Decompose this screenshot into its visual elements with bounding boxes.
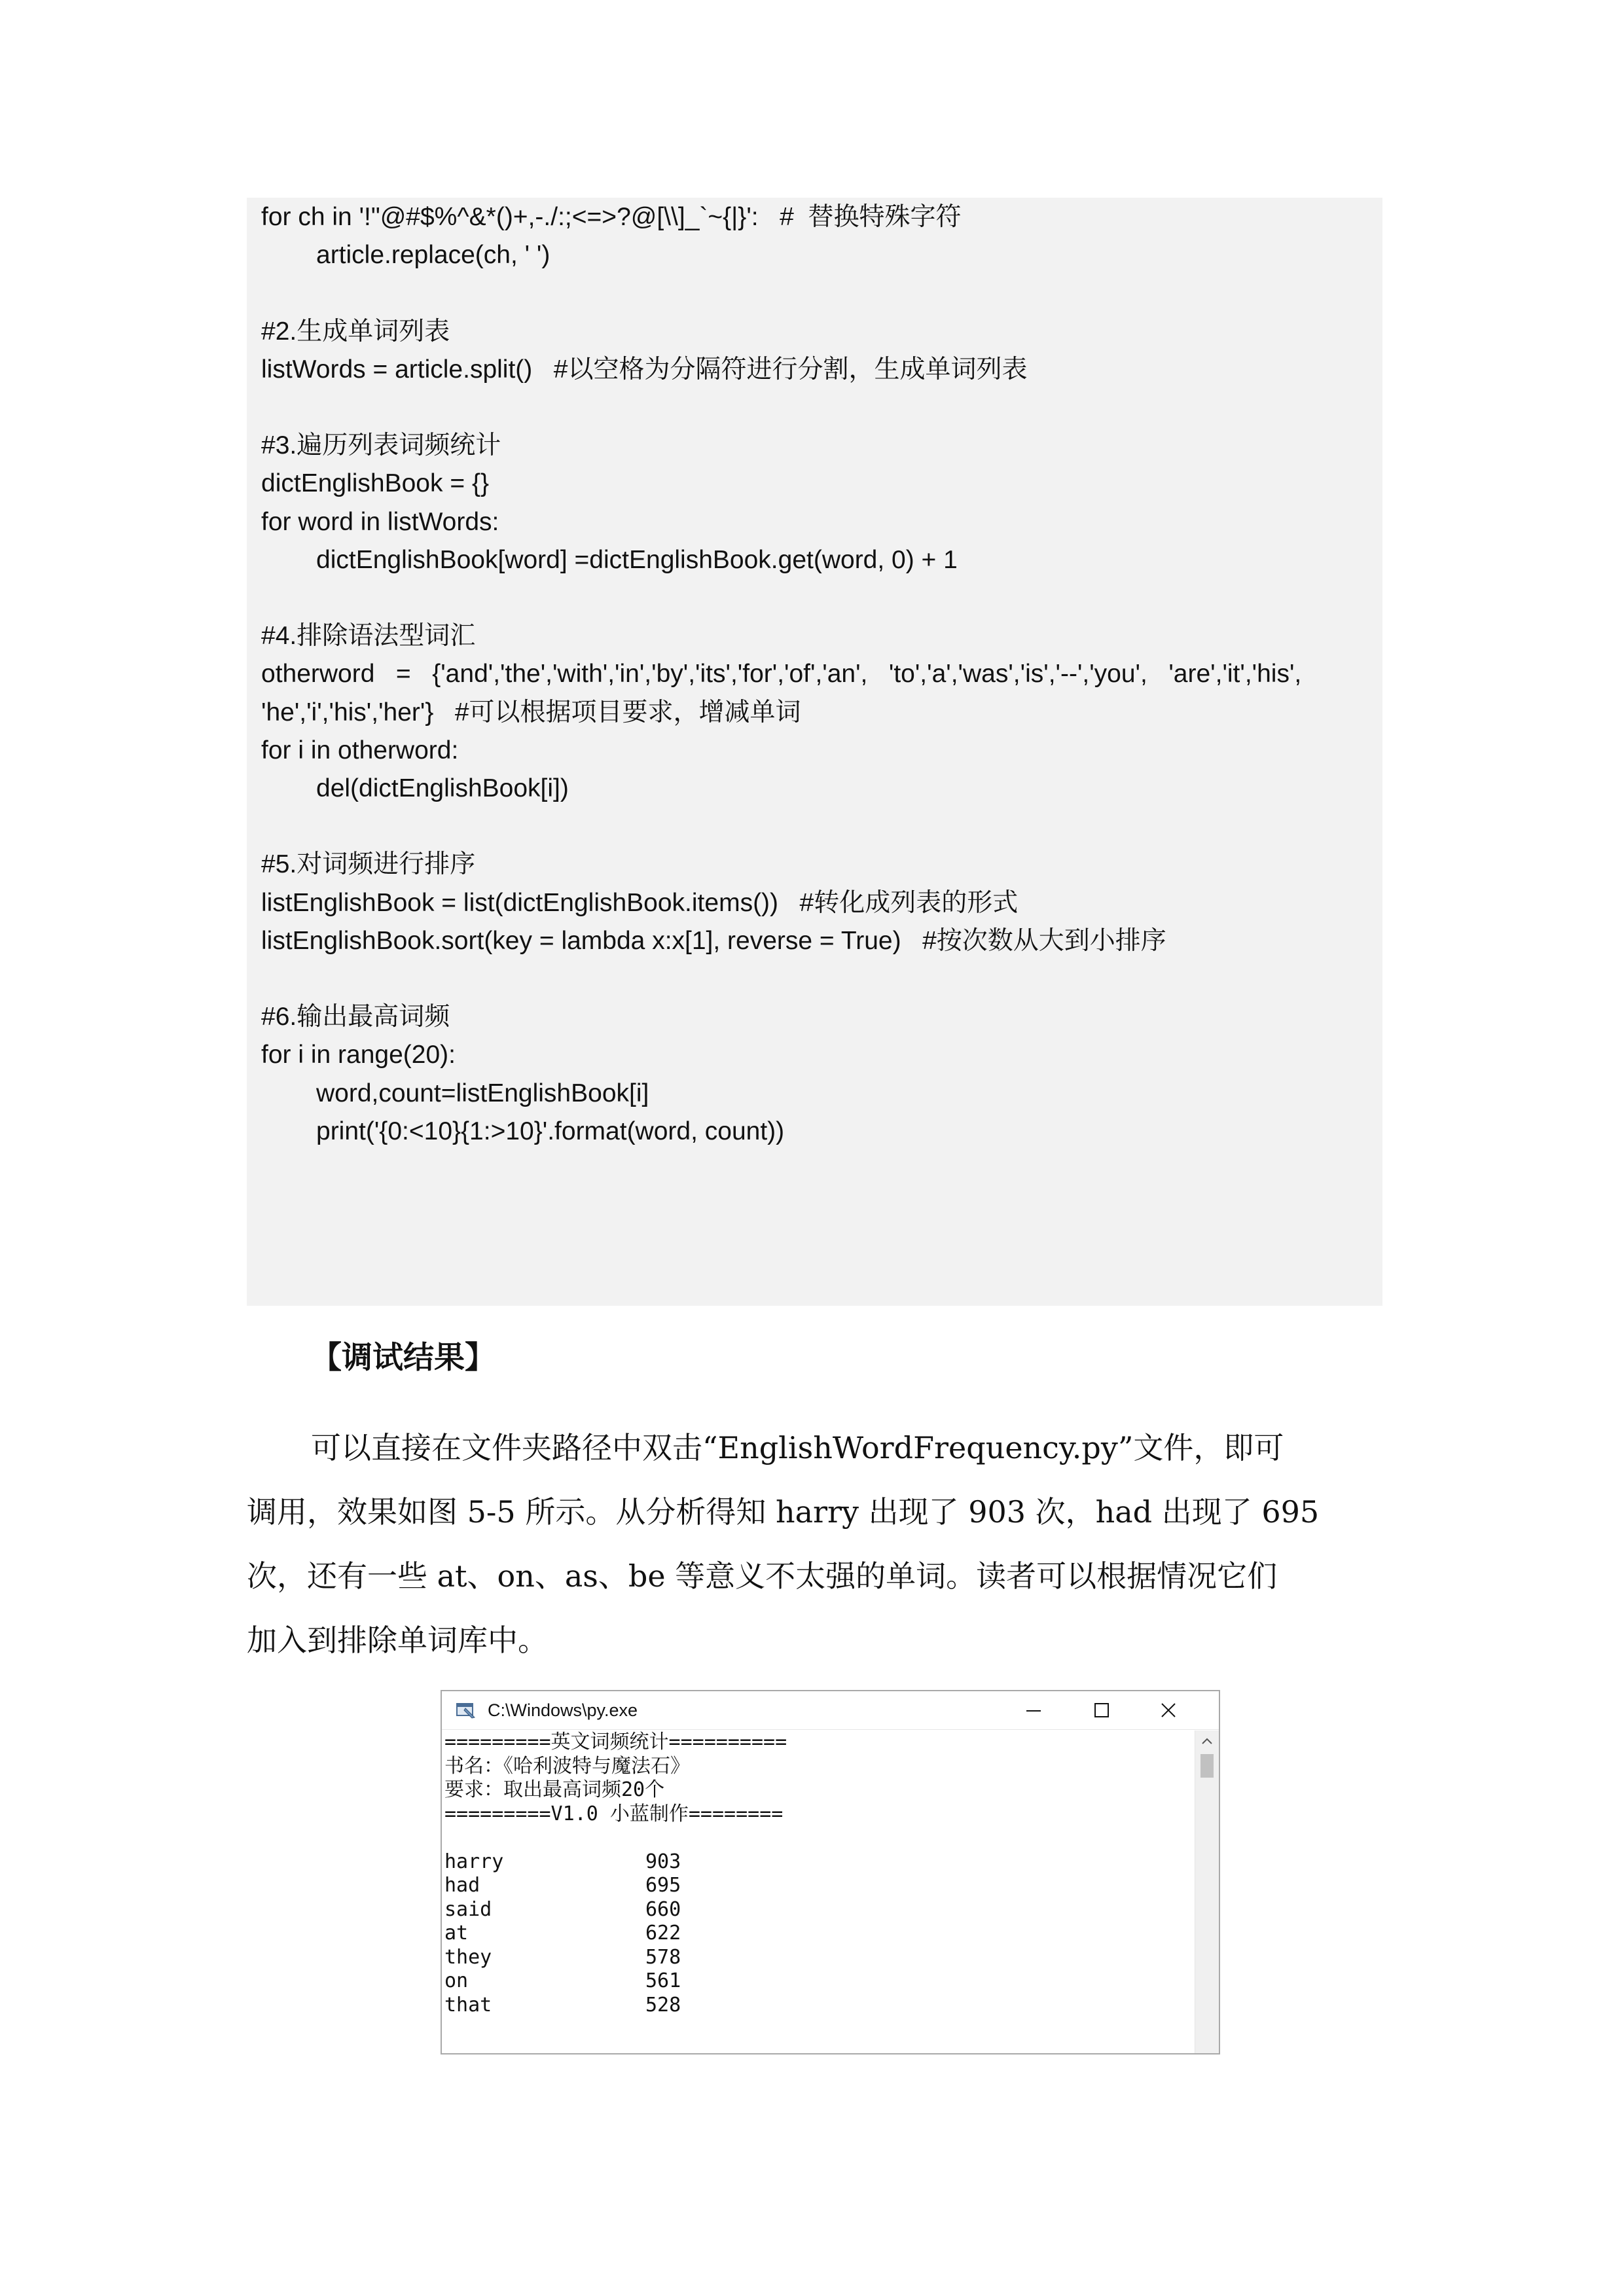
word-cell: they <box>444 1945 492 1969</box>
word-count-row <box>444 1969 1195 1994</box>
close-button[interactable] <box>1134 1691 1202 1729</box>
code-block <box>247 198 1382 1306</box>
code-line: #4.排除语法型词汇 <box>261 622 476 651</box>
section-heading: 【调试结果】 <box>311 1340 496 1376</box>
paragraph-line: 次，还有一些 at、on、as、be 等意义不太强的单词。读者可以根据情况它们 <box>247 1558 1278 1594</box>
maximize-icon <box>1093 1702 1110 1719</box>
count-cell: 903 <box>645 1850 681 1873</box>
minimize-icon <box>1025 1702 1042 1719</box>
console-header-line: =========V1.0 小蓝制作======== <box>444 1802 784 1825</box>
code-line: #2.生成单词列表 <box>261 317 450 346</box>
code-line: article.replace(ch, ' ') <box>316 241 550 270</box>
code-line: #3.遍历列表词频统计 <box>261 431 501 460</box>
window-titlebar[interactable] <box>442 1691 1219 1730</box>
console-blank-line <box>444 1826 1195 1850</box>
console-output <box>444 1731 1195 2053</box>
paragraph-line: 调用，效果如图 5-5 所示。从分析得知 harry 出现了 903 次，had 出现了 695 <box>247 1494 1320 1530</box>
code-line: otherword = {'and','the','with','in','by','its','for','of','an', 'to','a','was','is','--','you', 'are','it','his', <box>261 660 1302 689</box>
word-cell: on <box>444 1969 469 1992</box>
count-cell: 695 <box>645 1874 681 1897</box>
window-title: C:\Windows\py.exe <box>488 1700 638 1720</box>
console-header-line: 要求：取出最高词频20个 <box>444 1778 665 1801</box>
scroll-thumb[interactable] <box>1200 1754 1214 1778</box>
console-header-line: =========英文词频统计========== <box>444 1731 787 1753</box>
code-line: print('{0:<10}{1:>10}'.format(word, count)) <box>316 1117 785 1145</box>
paragraph-line: 加入到排除单词库中。 <box>247 1623 548 1658</box>
console-window <box>441 1690 1220 2054</box>
code-line: listEnglishBook = list(dictEnglishBook.items()) #转化成列表的形式 <box>261 888 1019 917</box>
count-cell: 561 <box>645 1969 681 1992</box>
code-line: 'he','i','his','her'} #可以根据项目要求，增减单词 <box>261 698 801 726</box>
code-line: listWords = article.split() #以空格为分隔符进行分割，生成单词列表 <box>261 355 1028 384</box>
code-line: dictEnglishBook[word] =dictEnglishBook.get(word, 0) + 1 <box>316 545 958 574</box>
scroll-up-button[interactable] <box>1195 1731 1219 1751</box>
code-line: for ch in '!"@#$%^&*()+,-./:;<=>?@[\\]_`~{|}': # 替换特殊字符 <box>261 203 962 231</box>
app-icon <box>456 1702 476 1719</box>
code-line: listEnglishBook.sort(key = lambda x:x[1], reverse = True) #按次数从大到小排序 <box>261 926 1166 955</box>
word-count-row <box>444 1994 1195 2018</box>
close-icon <box>1160 1702 1177 1719</box>
word-count-row <box>444 1874 1195 1898</box>
word-cell: had <box>444 1874 480 1897</box>
count-cell: 622 <box>645 1922 681 1945</box>
maximize-button[interactable] <box>1068 1691 1136 1729</box>
count-cell: 578 <box>645 1945 681 1969</box>
count-cell: 660 <box>645 1897 681 1921</box>
code-line: for word in listWords: <box>261 507 499 536</box>
word-cell: said <box>444 1897 492 1921</box>
console-header-line: 书名：《哈利波特与魔法石》 <box>444 1754 690 1778</box>
word-cell: that <box>444 1993 492 2017</box>
result-paragraph <box>247 1416 1386 1672</box>
code-line: del(dictEnglishBook[i]) <box>316 774 569 802</box>
code-line: for i in range(20): <box>261 1041 456 1069</box>
word-count-row <box>444 1922 1195 1946</box>
code-line: #6.输出最高词频 <box>261 1003 450 1031</box>
code-line: word,count=listEnglishBook[i] <box>316 1079 649 1107</box>
word-count-row <box>444 1898 1195 1922</box>
scroll-up-icon <box>1201 1737 1213 1745</box>
count-cell: 528 <box>645 1993 681 2017</box>
code-line: #5.对词频进行排序 <box>261 850 476 879</box>
code-line: for i in otherword: <box>261 736 459 764</box>
code-line: dictEnglishBook = {} <box>261 469 489 498</box>
paragraph-line: 可以直接在文件夹路径中双击“EnglishWordFrequency.py”文件，即可 <box>311 1430 1284 1465</box>
word-count-row <box>444 1850 1195 1874</box>
vertical-scrollbar[interactable] <box>1195 1731 1219 2053</box>
word-cell: at <box>444 1922 469 1945</box>
word-count-row <box>444 1946 1195 1970</box>
word-cell: harry <box>444 1850 504 1873</box>
minimize-button[interactable] <box>1000 1691 1068 1729</box>
